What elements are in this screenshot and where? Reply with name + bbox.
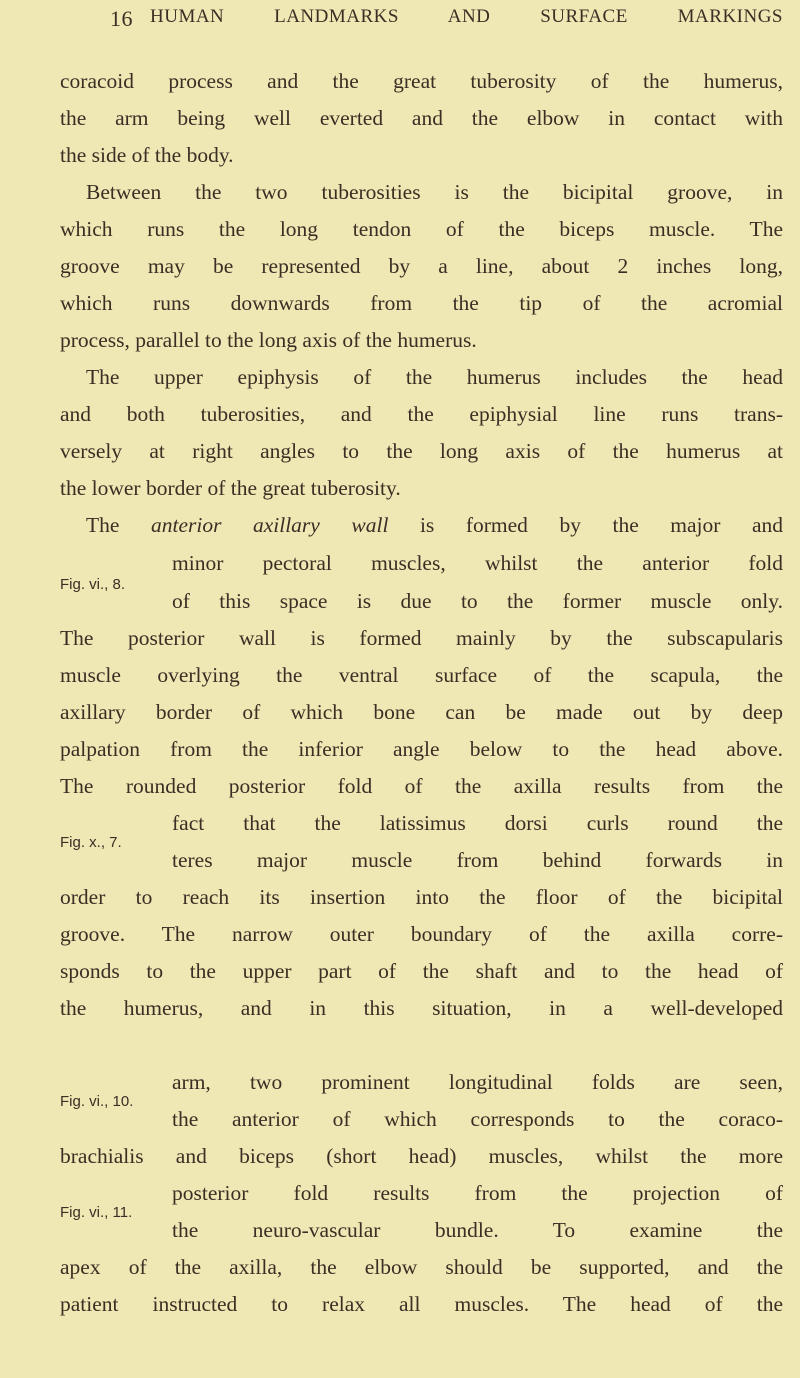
text-line: which runs the long tendon of the biceps muscle. The <box>60 217 783 241</box>
text-line: teres major muscle from behind forwards in <box>172 848 783 872</box>
text-line: muscle overlying the ventral surface of the scapula, the <box>60 663 783 687</box>
text-line: coracoid process and the great tuberosity of the humerus, <box>60 69 783 93</box>
text: The <box>86 513 151 537</box>
text-line: the neuro-vascular bundle. To examine the <box>172 1218 783 1242</box>
text-line: order to reach its insertion into the floor of the bicipital <box>60 885 783 909</box>
figure-reference: Fig. vi., 8. <box>60 576 126 593</box>
text-line: the anterior of which corresponds to the coraco- <box>172 1107 783 1131</box>
text-line: palpation from the inferior angle below to the head above. <box>60 737 783 761</box>
figure-reference: Fig. x., 7. <box>60 834 122 851</box>
text-line: and both tuberosities, and the epiphysial line runs trans- <box>60 402 783 426</box>
text-line: which runs downwards from the tip of the acromial <box>60 291 783 315</box>
text-line: the arm being well everted and the elbow in contact with <box>60 106 783 130</box>
text-line: apex of the axilla, the elbow should be supported, and the <box>60 1255 783 1279</box>
text-line: brachialis and biceps (short head) muscles, whilst the more <box>60 1144 783 1168</box>
text-line: groove. The narrow outer boundary of the axilla corre- <box>60 922 783 946</box>
text-line: posterior fold results from the projection of <box>172 1181 783 1205</box>
text-line: fact that the latissimus dorsi curls round the <box>172 811 783 835</box>
text-line: process, parallel to the long axis of the humerus. <box>60 328 477 352</box>
text-line: groove may be represented by a line, about 2 inches long, <box>60 254 783 278</box>
text-line: The posterior wall is formed mainly by the subscapularis <box>60 626 783 650</box>
text-line: sponds to the upper part of the shaft and to the head of <box>60 959 783 983</box>
text-line: minor pectoral muscles, whilst the anterior fold <box>172 551 783 575</box>
text-line: axillary border of which bone can be made out by deep <box>60 700 783 724</box>
text-line: The rounded posterior fold of the axilla results from the <box>60 774 783 798</box>
running-title: HUMAN LANDMARKS AND SURFACE MARKINGS <box>150 6 783 27</box>
text-line: The upper epiphysis of the humerus includes the head <box>86 365 783 389</box>
text: is formed by the major and <box>388 513 783 537</box>
text-line: the lower border of the great tuberosity. <box>60 476 401 500</box>
text-line: arm, two prominent longitudinal folds are seen, <box>172 1070 783 1094</box>
text-line: versely at right angles to the long axis of the humerus at <box>60 439 783 463</box>
figure-reference: Fig. vi., 10. <box>60 1093 134 1110</box>
text-line: the humerus, and in this situation, in a well-developed <box>60 996 783 1020</box>
italic-term: anterior axillary wall <box>150 513 389 537</box>
text-line: of this space is due to the former muscle only. <box>172 589 783 613</box>
page-number: 16 <box>110 6 133 31</box>
figure-reference: Fig. vi., 11. <box>60 1204 133 1221</box>
text-line: patient instructed to relax all muscles. The head of the <box>60 1292 783 1316</box>
text-line: the side of the body. <box>60 143 234 167</box>
text-line: Between the two tuberosities is the bicipital groove, in <box>86 180 783 204</box>
text-line <box>60 512 783 538</box>
